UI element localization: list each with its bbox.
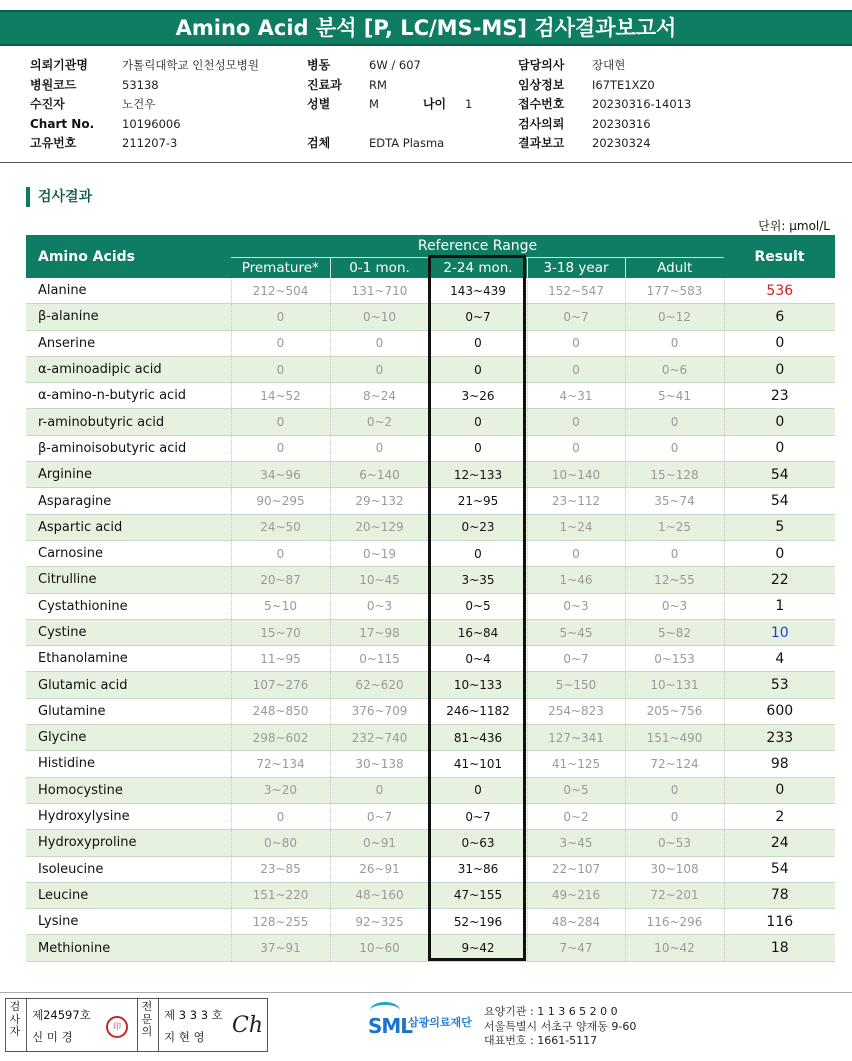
reference-range-cell: 151~220 <box>231 882 330 908</box>
table-row <box>26 304 835 330</box>
table-row <box>26 856 835 882</box>
reference-range-cell: 1~25 <box>625 514 724 540</box>
reference-range-cell: 131~710 <box>330 278 429 304</box>
reference-range-cell: 72~124 <box>625 751 724 777</box>
results-table-wrap <box>26 235 835 962</box>
header-reference-range: Reference Range <box>231 235 724 258</box>
table-row <box>26 777 835 803</box>
reference-range-cell: 48~160 <box>330 882 429 908</box>
table-row <box>26 462 835 488</box>
reference-range-cell: 0 <box>429 330 527 356</box>
header-age-group: 3-18 year <box>527 258 625 279</box>
age-label: 나이 <box>422 97 447 111</box>
reference-range-cell: 10~140 <box>527 462 625 488</box>
amino-acid-name: Cystathionine <box>26 593 231 619</box>
reference-range-cell: 0 <box>527 330 625 356</box>
reference-range-cell: 52~196 <box>429 909 527 935</box>
info-row <box>518 56 691 76</box>
info-row <box>30 134 259 154</box>
table-row <box>26 698 835 724</box>
result-cell: 4 <box>724 646 835 672</box>
info-value: 노건우 <box>122 97 156 111</box>
reference-range-cell: 24~50 <box>231 514 330 540</box>
result-cell: 2 <box>724 803 835 829</box>
reference-range-cell: 116~296 <box>625 909 724 935</box>
patient-info <box>0 56 852 156</box>
reference-range-cell: 0 <box>231 435 330 461</box>
reference-range-cell: 35~74 <box>625 488 724 514</box>
info-label: Chart No. <box>30 116 95 131</box>
reference-range-cell: 0~3 <box>330 593 429 619</box>
reference-range-cell: 47~155 <box>429 882 527 908</box>
reference-range-cell: 152~547 <box>527 278 625 304</box>
report-title: Amino Acid 분석 [P, LC/MS-MS] 검사결과보고서 <box>0 10 852 46</box>
reference-range-cell: 3~45 <box>527 830 625 856</box>
reference-range-cell: 0 <box>625 409 724 435</box>
info-row <box>307 76 472 96</box>
age-value: 1 <box>464 97 473 111</box>
logo-name: 삼광의료재단 <box>408 1016 472 1029</box>
reference-range-cell: 3~35 <box>429 567 527 593</box>
signature-mark: Ch <box>232 1013 264 1038</box>
reference-range-cell: 205~756 <box>625 698 724 724</box>
reference-range-cell: 41~125 <box>527 751 625 777</box>
reference-range-cell: 0 <box>429 777 527 803</box>
info-row <box>307 95 472 115</box>
reference-range-cell: 20~87 <box>231 567 330 593</box>
reference-range-cell: 21~95 <box>429 488 527 514</box>
info-label: 의뢰기관명 <box>30 58 88 72</box>
reference-range-cell: 5~10 <box>231 593 330 619</box>
info-label: 검체 <box>307 136 331 150</box>
reference-range-cell: 8~24 <box>330 383 429 409</box>
reference-range-cell: 0~7 <box>429 803 527 829</box>
info-label: 임상정보 <box>518 77 565 92</box>
reference-range-cell: 0~3 <box>625 593 724 619</box>
result-cell: 22 <box>724 567 835 593</box>
reference-range-cell: 37~91 <box>231 935 330 961</box>
info-label: 검사의뢰 <box>518 116 565 131</box>
reference-range-cell: 0 <box>231 803 330 829</box>
table-row <box>26 567 835 593</box>
reference-range-cell: 14~52 <box>231 383 330 409</box>
reference-range-cell: 10~45 <box>330 567 429 593</box>
reference-range-cell: 48~284 <box>527 909 625 935</box>
reference-range-cell: 0~7 <box>330 803 429 829</box>
reference-range-cell: 23~85 <box>231 856 330 882</box>
result-cell: 24 <box>724 830 835 856</box>
reference-range-cell: 0~23 <box>429 514 527 540</box>
reference-range-cell: 0~7 <box>527 304 625 330</box>
reference-range-cell: 72~134 <box>231 751 330 777</box>
info-value: RM <box>369 77 387 92</box>
reference-range-cell: 30~138 <box>330 751 429 777</box>
logo-mark: SML <box>368 1014 413 1038</box>
table-row <box>26 803 835 829</box>
organization-line: 요양기관 : 1 1 3 6 5 2 0 0 <box>484 1005 618 1018</box>
reference-range-cell: 1~24 <box>527 514 625 540</box>
table-row <box>26 330 835 356</box>
amino-acid-name: Isoleucine <box>26 856 231 882</box>
amino-acid-name: Cystine <box>26 619 231 645</box>
reference-range-cell: 0~2 <box>527 803 625 829</box>
reference-range-cell: 29~132 <box>330 488 429 514</box>
result-cell: 10 <box>724 619 835 645</box>
result-cell: 23 <box>724 383 835 409</box>
reference-range-cell: 0~3 <box>527 593 625 619</box>
signature-label-examiner: 검 사 자 <box>9 1000 21 1038</box>
info-value: 53138 <box>122 77 159 92</box>
reference-range-cell: 30~108 <box>625 856 724 882</box>
info-label: 수진자 <box>30 97 65 111</box>
amino-acid-name: Methionine <box>26 935 231 961</box>
footer-divider <box>0 992 852 993</box>
amino-acid-name: α-amino-n-butyric acid <box>26 383 231 409</box>
reference-range-cell: 92~325 <box>330 909 429 935</box>
info-label: 접수번호 <box>518 97 565 111</box>
info-label: 담당의사 <box>518 58 565 72</box>
info-label: 병동 <box>307 58 331 72</box>
reference-range-cell: 0 <box>429 540 527 566</box>
specialist-name: 지 현 영 <box>164 1030 205 1044</box>
reference-range-cell: 0 <box>231 409 330 435</box>
table-row <box>26 725 835 751</box>
info-value: 6W / 607 <box>369 58 421 72</box>
reference-range-cell: 7~47 <box>527 935 625 961</box>
result-cell: 54 <box>724 462 835 488</box>
table-row <box>26 672 835 698</box>
amino-acid-name: Lysine <box>26 909 231 935</box>
result-cell: 0 <box>724 330 835 356</box>
table-row <box>26 383 835 409</box>
table-row <box>26 935 835 961</box>
result-cell: 0 <box>724 356 835 382</box>
amino-acid-name: Asparagine <box>26 488 231 514</box>
reference-range-cell: 17~98 <box>330 619 429 645</box>
table-row <box>26 409 835 435</box>
reference-range-cell: 20~129 <box>330 514 429 540</box>
reference-range-cell: 0 <box>625 803 724 829</box>
info-value: EDTA Plasma <box>369 136 445 150</box>
result-cell: 0 <box>724 777 835 803</box>
reference-range-cell: 72~201 <box>625 882 724 908</box>
info-value: 20230316-14013 <box>592 97 692 111</box>
result-cell: 536 <box>724 278 835 304</box>
info-value: 211207-3 <box>122 136 178 150</box>
reference-range-cell: 26~91 <box>330 856 429 882</box>
reference-range-cell: 5~82 <box>625 619 724 645</box>
reference-range-cell: 9~42 <box>429 935 527 961</box>
patient-info-col-2 <box>307 56 472 154</box>
amino-acid-name: Glutamine <box>26 698 231 724</box>
reference-range-cell: 0~91 <box>330 830 429 856</box>
amino-acid-name: Hydroxylysine <box>26 803 231 829</box>
amino-acid-name: r-aminobutyric acid <box>26 409 231 435</box>
result-cell: 600 <box>724 698 835 724</box>
amino-acid-name: β-alanine <box>26 304 231 330</box>
reference-range-cell: 0 <box>527 540 625 566</box>
amino-acid-name: Hydroxyproline <box>26 830 231 856</box>
info-row <box>518 115 691 135</box>
sml-logo <box>368 1004 486 1044</box>
amino-acid-name: Anserine <box>26 330 231 356</box>
reference-range-cell: 6~140 <box>330 462 429 488</box>
header-age-group: 2-24 mon. <box>429 258 527 279</box>
reference-range-cell: 10~133 <box>429 672 527 698</box>
patient-info-col-1 <box>30 56 259 154</box>
reference-range-cell: 11~95 <box>231 646 330 672</box>
result-cell: 1 <box>724 593 835 619</box>
result-cell: 53 <box>724 672 835 698</box>
reference-range-cell: 0 <box>625 540 724 566</box>
reference-range-cell: 0 <box>625 777 724 803</box>
reference-range-cell: 0 <box>527 409 625 435</box>
reference-range-cell: 0~4 <box>429 646 527 672</box>
table-row <box>26 830 835 856</box>
reference-range-cell: 3~26 <box>429 383 527 409</box>
info-row <box>518 76 691 96</box>
reference-range-cell: 23~112 <box>527 488 625 514</box>
reference-range-cell: 34~96 <box>231 462 330 488</box>
header-amino-acids: Amino Acids <box>26 235 231 278</box>
table-row <box>26 435 835 461</box>
table-row <box>26 646 835 672</box>
reference-range-cell: 0~5 <box>429 593 527 619</box>
reference-range-cell: 0 <box>330 330 429 356</box>
reference-range-cell: 0 <box>231 330 330 356</box>
reference-range-cell: 0~53 <box>625 830 724 856</box>
reference-range-cell: 15~128 <box>625 462 724 488</box>
reference-range-cell: 232~740 <box>330 725 429 751</box>
organization-line: 서울특별시 서초구 양재동 9-60 <box>484 1019 637 1033</box>
table-row <box>26 909 835 935</box>
reference-range-cell: 0 <box>231 540 330 566</box>
reference-range-cell: 5~41 <box>625 383 724 409</box>
info-row <box>30 56 259 76</box>
amino-acid-name: Leucine <box>26 882 231 908</box>
reference-range-cell: 0 <box>330 356 429 382</box>
reference-range-cell: 0 <box>330 777 429 803</box>
reference-range-cell: 10~131 <box>625 672 724 698</box>
reference-range-cell: 90~295 <box>231 488 330 514</box>
reference-range-cell: 0~10 <box>330 304 429 330</box>
result-cell: 0 <box>724 409 835 435</box>
reference-range-cell: 0~7 <box>429 304 527 330</box>
amino-acid-name: Alanine <box>26 278 231 304</box>
header-age-group: Adult <box>625 258 724 279</box>
specialist-license-no: 제 3 3 3 호 <box>164 1008 223 1022</box>
info-value: I67TE1XZ0 <box>592 77 655 92</box>
reference-range-cell: 12~55 <box>625 567 724 593</box>
reference-range-cell: 0 <box>527 356 625 382</box>
reference-range-cell: 0 <box>330 435 429 461</box>
amino-acid-name: Aspartic acid <box>26 514 231 540</box>
divider <box>0 162 852 163</box>
reference-range-cell: 0 <box>231 356 330 382</box>
result-cell: 5 <box>724 514 835 540</box>
reference-range-cell: 107~276 <box>231 672 330 698</box>
info-label: 성별 <box>307 97 331 111</box>
reference-range-cell: 151~490 <box>625 725 724 751</box>
result-cell: 0 <box>724 540 835 566</box>
table-row <box>26 619 835 645</box>
info-value: 10196006 <box>122 116 181 131</box>
amino-acid-name: Arginine <box>26 462 231 488</box>
reference-range-cell: 0 <box>429 356 527 382</box>
reference-range-cell: 81~436 <box>429 725 527 751</box>
organization-info <box>484 1005 636 1049</box>
reference-range-cell: 248~850 <box>231 698 330 724</box>
reference-range-cell: 0~5 <box>527 777 625 803</box>
info-value: 20230324 <box>592 136 651 150</box>
unit-label: 단위: μmol/L <box>758 219 830 233</box>
reference-range-cell: 0 <box>429 435 527 461</box>
info-value: M <box>369 97 379 111</box>
table-row <box>26 751 835 777</box>
reference-range-cell: 143~439 <box>429 278 527 304</box>
header-age-group: Premature* <box>231 258 330 279</box>
reference-range-cell: 22~107 <box>527 856 625 882</box>
reference-range-cell: 0~12 <box>625 304 724 330</box>
info-row <box>518 95 691 115</box>
reference-range-cell: 0~153 <box>625 646 724 672</box>
reference-range-cell: 4~31 <box>527 383 625 409</box>
result-cell: 54 <box>724 856 835 882</box>
signature-label-specialist: 전 문 의 <box>141 1000 153 1038</box>
reference-range-cell: 0~63 <box>429 830 527 856</box>
info-value: 가톨릭대학교 인천성모병원 <box>122 58 259 72</box>
amino-acid-name: Citrulline <box>26 567 231 593</box>
reference-range-cell: 5~150 <box>527 672 625 698</box>
reference-range-cell: 212~504 <box>231 278 330 304</box>
info-label: 고유번호 <box>30 136 77 150</box>
reference-range-cell: 246~1182 <box>429 698 527 724</box>
table-row <box>26 593 835 619</box>
info-row <box>30 95 259 115</box>
reference-range-cell: 0~2 <box>330 409 429 435</box>
examiner-name: 신 미 경 <box>32 1030 73 1044</box>
info-row <box>307 134 472 154</box>
reference-range-cell: 0~6 <box>625 356 724 382</box>
amino-acid-name: Ethanolamine <box>26 646 231 672</box>
section-title: 검사결과 <box>26 187 92 207</box>
reference-range-cell: 10~42 <box>625 935 724 961</box>
reference-range-cell: 0~80 <box>231 830 330 856</box>
reference-range-cell: 49~216 <box>527 882 625 908</box>
reference-range-cell: 0 <box>231 304 330 330</box>
amino-acid-name: β-aminoisobutyric acid <box>26 435 231 461</box>
amino-acid-name: Glutamic acid <box>26 672 231 698</box>
table-row <box>26 514 835 540</box>
table-row <box>26 278 835 304</box>
reference-range-cell: 254~823 <box>527 698 625 724</box>
reference-range-cell: 0 <box>625 435 724 461</box>
result-cell: 0 <box>724 435 835 461</box>
amino-acid-name: α-aminoadipic acid <box>26 356 231 382</box>
reference-range-cell: 0 <box>527 435 625 461</box>
reference-range-cell: 41~101 <box>429 751 527 777</box>
reference-range-cell: 298~602 <box>231 725 330 751</box>
reference-range-cell: 10~60 <box>330 935 429 961</box>
info-row <box>307 56 472 76</box>
result-cell: 233 <box>724 725 835 751</box>
seal-stamp: 印 <box>106 1016 128 1038</box>
reference-range-cell: 0~115 <box>330 646 429 672</box>
signature-box <box>5 998 268 1052</box>
info-row <box>30 115 259 135</box>
examiner-license-no: 제24597호 <box>32 1008 91 1022</box>
info-label: 결과보고 <box>518 136 565 150</box>
reference-range-cell: 0~19 <box>330 540 429 566</box>
info-label: 병원코드 <box>30 77 77 92</box>
reference-range-cell: 15~70 <box>231 619 330 645</box>
result-cell: 6 <box>724 304 835 330</box>
reference-range-cell: 1~46 <box>527 567 625 593</box>
amino-acid-name: Carnosine <box>26 540 231 566</box>
reference-range-cell: 127~341 <box>527 725 625 751</box>
table-row <box>26 488 835 514</box>
info-label: 진료과 <box>307 77 342 92</box>
result-cell: 78 <box>724 882 835 908</box>
table-row <box>26 882 835 908</box>
result-cell: 18 <box>724 935 835 961</box>
reference-range-cell: 0~7 <box>527 646 625 672</box>
table-row <box>26 356 835 382</box>
reference-range-cell: 376~709 <box>330 698 429 724</box>
reference-range-cell: 62~620 <box>330 672 429 698</box>
header-result: Result <box>724 235 835 278</box>
info-row <box>30 76 259 96</box>
reference-range-cell: 16~84 <box>429 619 527 645</box>
reference-range-cell: 31~86 <box>429 856 527 882</box>
header-age-group: 0-1 mon. <box>330 258 429 279</box>
table-row <box>26 540 835 566</box>
reference-range-cell: 0 <box>625 330 724 356</box>
result-cell: 116 <box>724 909 835 935</box>
reference-range-cell: 5~45 <box>527 619 625 645</box>
results-table <box>26 235 835 962</box>
patient-info-col-3 <box>518 56 691 154</box>
info-value: 20230316 <box>592 116 651 131</box>
amino-acid-name: Histidine <box>26 751 231 777</box>
result-cell: 98 <box>724 751 835 777</box>
amino-acid-name: Homocystine <box>26 777 231 803</box>
reference-range-cell: 177~583 <box>625 278 724 304</box>
reference-range-cell: 0 <box>429 409 527 435</box>
result-cell: 54 <box>724 488 835 514</box>
reference-range-cell: 12~133 <box>429 462 527 488</box>
reference-range-cell: 3~20 <box>231 777 330 803</box>
organization-line: 대표번호 : 1661-5117 <box>484 1034 598 1047</box>
reference-range-cell: 128~255 <box>231 909 330 935</box>
info-row <box>518 134 691 154</box>
amino-acid-name: Glycine <box>26 725 231 751</box>
info-value: 장대현 <box>592 58 626 72</box>
